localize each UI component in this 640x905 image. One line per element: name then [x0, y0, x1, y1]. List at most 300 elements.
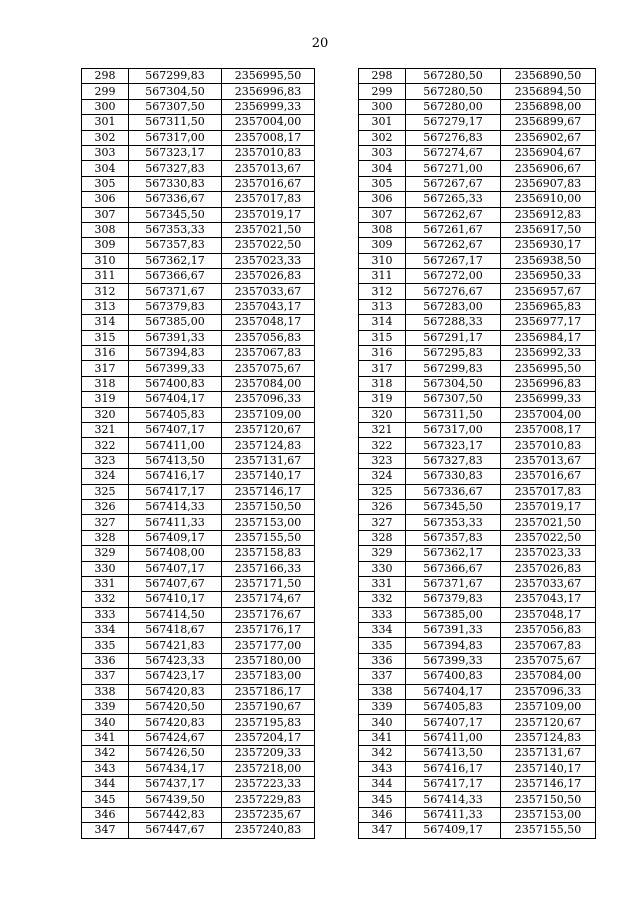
left-y-coordinate-cell: 2357204,17	[222, 730, 315, 745]
column-gap	[315, 269, 359, 284]
table-row	[82, 207, 596, 222]
column-gap	[315, 438, 359, 453]
column-gap	[315, 623, 359, 638]
left-x-coordinate-cell: 567327,83	[129, 161, 222, 176]
left-x-coordinate-cell: 567426,50	[129, 746, 222, 761]
left-point-number-cell: 339	[82, 700, 129, 715]
right-x-coordinate-cell: 567399,33	[406, 653, 501, 668]
left-x-coordinate-cell: 567394,83	[129, 346, 222, 361]
left-point-number-cell: 298	[82, 69, 129, 84]
table-row	[82, 453, 596, 468]
right-point-number-cell: 312	[359, 284, 406, 299]
left-y-coordinate-cell: 2357043,17	[222, 299, 315, 314]
left-x-coordinate-cell: 567414,33	[129, 499, 222, 514]
left-y-coordinate-cell: 2357229,83	[222, 792, 315, 807]
right-y-coordinate-cell: 2357016,67	[501, 469, 596, 484]
table-row	[82, 99, 596, 114]
left-point-number-cell: 311	[82, 269, 129, 284]
left-x-coordinate-cell: 567410,17	[129, 592, 222, 607]
column-gap	[315, 161, 359, 176]
left-x-coordinate-cell: 567317,00	[129, 130, 222, 145]
right-y-coordinate-cell: 2357109,00	[501, 700, 596, 715]
left-x-coordinate-cell: 567336,67	[129, 192, 222, 207]
left-point-number-cell: 322	[82, 438, 129, 453]
table-row	[82, 284, 596, 299]
right-point-number-cell: 322	[359, 438, 406, 453]
right-y-coordinate-cell: 2357019,17	[501, 499, 596, 514]
left-y-coordinate-cell: 2357186,17	[222, 684, 315, 699]
column-gap	[315, 484, 359, 499]
right-y-coordinate-cell: 2357022,50	[501, 530, 596, 545]
left-x-coordinate-cell: 567420,83	[129, 684, 222, 699]
left-y-coordinate-cell: 2357166,33	[222, 561, 315, 576]
left-x-coordinate-cell: 567418,67	[129, 623, 222, 638]
left-point-number-cell: 336	[82, 653, 129, 668]
table-row	[82, 315, 596, 330]
page-number: 20	[311, 36, 329, 51]
left-x-coordinate-cell: 567371,67	[129, 284, 222, 299]
right-y-coordinate-cell: 2356902,67	[501, 130, 596, 145]
left-x-coordinate-cell: 567409,17	[129, 530, 222, 545]
left-y-coordinate-cell: 2357218,00	[222, 761, 315, 776]
right-point-number-cell: 343	[359, 761, 406, 776]
right-x-coordinate-cell: 567323,17	[406, 438, 501, 453]
right-point-number-cell: 342	[359, 746, 406, 761]
right-x-coordinate-cell: 567391,33	[406, 623, 501, 638]
left-x-coordinate-cell: 567414,50	[129, 607, 222, 622]
table-row	[82, 253, 596, 268]
right-x-coordinate-cell: 567262,67	[406, 207, 501, 222]
left-point-number-cell: 302	[82, 130, 129, 145]
right-x-coordinate-cell: 567261,67	[406, 222, 501, 237]
table-row	[82, 484, 596, 499]
right-y-coordinate-cell: 2356938,50	[501, 253, 596, 268]
right-y-coordinate-cell: 2356957,67	[501, 284, 596, 299]
left-point-number-cell: 303	[82, 145, 129, 160]
left-x-coordinate-cell: 567434,17	[129, 761, 222, 776]
right-x-coordinate-cell: 567267,67	[406, 176, 501, 191]
table-row	[82, 823, 596, 838]
right-point-number-cell: 340	[359, 715, 406, 730]
column-gap	[315, 69, 359, 84]
left-y-coordinate-cell: 2357153,00	[222, 515, 315, 530]
table-row	[82, 807, 596, 822]
left-y-coordinate-cell: 2357158,83	[222, 546, 315, 561]
column-gap	[315, 715, 359, 730]
left-y-coordinate-cell: 2357140,17	[222, 469, 315, 484]
left-y-coordinate-cell: 2357171,50	[222, 576, 315, 591]
column-gap	[315, 330, 359, 345]
left-point-number-cell: 312	[82, 284, 129, 299]
right-x-coordinate-cell: 567288,33	[406, 315, 501, 330]
right-point-number-cell: 316	[359, 346, 406, 361]
right-point-number-cell: 344	[359, 776, 406, 791]
column-gap	[315, 807, 359, 822]
right-x-coordinate-cell: 567311,50	[406, 407, 501, 422]
left-point-number-cell: 342	[82, 746, 129, 761]
left-x-coordinate-cell: 567399,33	[129, 361, 222, 376]
right-point-number-cell: 328	[359, 530, 406, 545]
right-y-coordinate-cell: 2356910,00	[501, 192, 596, 207]
right-point-number-cell: 330	[359, 561, 406, 576]
right-y-coordinate-cell: 2356930,17	[501, 238, 596, 253]
table-row	[82, 669, 596, 684]
right-point-number-cell: 309	[359, 238, 406, 253]
left-y-coordinate-cell: 2357067,83	[222, 346, 315, 361]
right-point-number-cell: 341	[359, 730, 406, 745]
left-point-number-cell: 329	[82, 546, 129, 561]
left-y-coordinate-cell: 2357124,83	[222, 438, 315, 453]
table-row	[82, 145, 596, 160]
right-y-coordinate-cell: 2357146,17	[501, 776, 596, 791]
left-x-coordinate-cell: 567420,50	[129, 700, 222, 715]
right-x-coordinate-cell: 567304,50	[406, 376, 501, 391]
column-gap	[315, 546, 359, 561]
left-y-coordinate-cell: 2357131,67	[222, 453, 315, 468]
right-point-number-cell: 311	[359, 269, 406, 284]
right-x-coordinate-cell: 567345,50	[406, 499, 501, 514]
column-gap	[315, 315, 359, 330]
table-row	[82, 515, 596, 530]
right-x-coordinate-cell: 567280,50	[406, 69, 501, 84]
left-y-coordinate-cell: 2357155,50	[222, 530, 315, 545]
right-point-number-cell: 323	[359, 453, 406, 468]
column-gap	[315, 392, 359, 407]
left-point-number-cell: 327	[82, 515, 129, 530]
column-gap	[315, 361, 359, 376]
right-point-number-cell: 304	[359, 161, 406, 176]
right-y-coordinate-cell: 2356898,00	[501, 99, 596, 114]
left-y-coordinate-cell: 2357176,17	[222, 623, 315, 638]
right-point-number-cell: 326	[359, 499, 406, 514]
right-y-coordinate-cell: 2357084,00	[501, 669, 596, 684]
left-y-coordinate-cell: 2356995,50	[222, 69, 315, 84]
table-row	[82, 422, 596, 437]
right-y-coordinate-cell: 2357075,67	[501, 653, 596, 668]
table-row	[82, 700, 596, 715]
right-point-number-cell: 324	[359, 469, 406, 484]
left-point-number-cell: 320	[82, 407, 129, 422]
right-y-coordinate-cell: 2356917,50	[501, 222, 596, 237]
right-point-number-cell: 345	[359, 792, 406, 807]
right-y-coordinate-cell: 2357033,67	[501, 576, 596, 591]
left-point-number-cell: 331	[82, 576, 129, 591]
left-y-coordinate-cell: 2357022,50	[222, 238, 315, 253]
left-y-coordinate-cell: 2357223,33	[222, 776, 315, 791]
column-gap	[315, 192, 359, 207]
right-y-coordinate-cell: 2357131,67	[501, 746, 596, 761]
right-point-number-cell: 302	[359, 130, 406, 145]
column-gap	[315, 592, 359, 607]
right-point-number-cell: 337	[359, 669, 406, 684]
left-y-coordinate-cell: 2357180,00	[222, 653, 315, 668]
right-x-coordinate-cell: 567385,00	[406, 607, 501, 622]
left-x-coordinate-cell: 567417,17	[129, 484, 222, 499]
table-row	[82, 530, 596, 545]
left-point-number-cell: 319	[82, 392, 129, 407]
right-point-number-cell: 308	[359, 222, 406, 237]
left-point-number-cell: 333	[82, 607, 129, 622]
left-point-number-cell: 317	[82, 361, 129, 376]
right-x-coordinate-cell: 567417,17	[406, 776, 501, 791]
table-row	[82, 576, 596, 591]
left-point-number-cell: 343	[82, 761, 129, 776]
right-x-coordinate-cell: 567272,00	[406, 269, 501, 284]
table-row	[82, 776, 596, 791]
table-row	[82, 392, 596, 407]
left-point-number-cell: 310	[82, 253, 129, 268]
left-y-coordinate-cell: 2357026,83	[222, 269, 315, 284]
left-y-coordinate-cell: 2357209,33	[222, 746, 315, 761]
right-y-coordinate-cell: 2356899,67	[501, 115, 596, 130]
left-y-coordinate-cell: 2357056,83	[222, 330, 315, 345]
right-x-coordinate-cell: 567411,33	[406, 807, 501, 822]
right-point-number-cell: 305	[359, 176, 406, 191]
left-x-coordinate-cell: 567407,17	[129, 561, 222, 576]
right-x-coordinate-cell: 567267,17	[406, 253, 501, 268]
left-y-coordinate-cell: 2357033,67	[222, 284, 315, 299]
right-point-number-cell: 317	[359, 361, 406, 376]
left-point-number-cell: 330	[82, 561, 129, 576]
right-y-coordinate-cell: 2357004,00	[501, 407, 596, 422]
table-row	[82, 192, 596, 207]
left-point-number-cell: 340	[82, 715, 129, 730]
left-x-coordinate-cell: 567423,17	[129, 669, 222, 684]
left-point-number-cell: 341	[82, 730, 129, 745]
right-y-coordinate-cell: 2356950,33	[501, 269, 596, 284]
right-y-coordinate-cell: 2356904,67	[501, 145, 596, 160]
right-point-number-cell: 300	[359, 99, 406, 114]
right-y-coordinate-cell: 2357067,83	[501, 638, 596, 653]
right-point-number-cell: 315	[359, 330, 406, 345]
column-gap	[315, 499, 359, 514]
column-gap	[315, 253, 359, 268]
left-y-coordinate-cell: 2356996,83	[222, 84, 315, 99]
left-y-coordinate-cell: 2357017,83	[222, 192, 315, 207]
left-point-number-cell: 347	[82, 823, 129, 838]
left-point-number-cell: 318	[82, 376, 129, 391]
left-x-coordinate-cell: 567405,83	[129, 407, 222, 422]
table-row	[82, 499, 596, 514]
left-x-coordinate-cell: 567307,50	[129, 99, 222, 114]
left-point-number-cell: 345	[82, 792, 129, 807]
left-x-coordinate-cell: 567330,83	[129, 176, 222, 191]
right-x-coordinate-cell: 567407,17	[406, 715, 501, 730]
right-point-number-cell: 306	[359, 192, 406, 207]
right-x-coordinate-cell: 567400,83	[406, 669, 501, 684]
right-x-coordinate-cell: 567262,67	[406, 238, 501, 253]
left-point-number-cell: 332	[82, 592, 129, 607]
left-y-coordinate-cell: 2357150,50	[222, 499, 315, 514]
left-y-coordinate-cell: 2357195,83	[222, 715, 315, 730]
right-y-coordinate-cell: 2356912,83	[501, 207, 596, 222]
table-row	[82, 269, 596, 284]
right-y-coordinate-cell: 2356906,67	[501, 161, 596, 176]
left-point-number-cell: 305	[82, 176, 129, 191]
right-x-coordinate-cell: 567265,33	[406, 192, 501, 207]
left-x-coordinate-cell: 567420,83	[129, 715, 222, 730]
right-x-coordinate-cell: 567280,00	[406, 99, 501, 114]
column-gap	[315, 730, 359, 745]
left-point-number-cell: 326	[82, 499, 129, 514]
left-y-coordinate-cell: 2357174,67	[222, 592, 315, 607]
left-x-coordinate-cell: 567407,67	[129, 576, 222, 591]
column-gap	[315, 238, 359, 253]
column-gap	[315, 130, 359, 145]
left-x-coordinate-cell: 567379,83	[129, 299, 222, 314]
left-point-number-cell: 314	[82, 315, 129, 330]
column-gap	[315, 561, 359, 576]
column-gap	[315, 115, 359, 130]
table-row	[82, 299, 596, 314]
right-x-coordinate-cell: 567353,33	[406, 515, 501, 530]
left-point-number-cell: 299	[82, 84, 129, 99]
left-point-number-cell: 306	[82, 192, 129, 207]
column-gap	[315, 299, 359, 314]
table-row	[82, 407, 596, 422]
left-x-coordinate-cell: 567400,83	[129, 376, 222, 391]
table-row	[82, 222, 596, 237]
right-x-coordinate-cell: 567299,83	[406, 361, 501, 376]
column-gap	[315, 284, 359, 299]
right-y-coordinate-cell: 2357150,50	[501, 792, 596, 807]
left-y-coordinate-cell: 2357146,17	[222, 484, 315, 499]
left-y-coordinate-cell: 2357190,67	[222, 700, 315, 715]
left-x-coordinate-cell: 567366,67	[129, 269, 222, 284]
left-x-coordinate-cell: 567404,17	[129, 392, 222, 407]
table-row	[82, 761, 596, 776]
left-x-coordinate-cell: 567442,83	[129, 807, 222, 822]
right-point-number-cell: 321	[359, 422, 406, 437]
left-point-number-cell: 323	[82, 453, 129, 468]
right-x-coordinate-cell: 567317,00	[406, 422, 501, 437]
right-y-coordinate-cell: 2356894,50	[501, 84, 596, 99]
right-point-number-cell: 313	[359, 299, 406, 314]
left-point-number-cell: 307	[82, 207, 129, 222]
right-x-coordinate-cell: 567409,17	[406, 823, 501, 838]
right-point-number-cell: 339	[359, 700, 406, 715]
right-x-coordinate-cell: 567276,83	[406, 130, 501, 145]
left-x-coordinate-cell: 567299,83	[129, 69, 222, 84]
right-y-coordinate-cell: 2357043,17	[501, 592, 596, 607]
right-y-coordinate-cell: 2356984,17	[501, 330, 596, 345]
right-x-coordinate-cell: 567327,83	[406, 453, 501, 468]
right-x-coordinate-cell: 567357,83	[406, 530, 501, 545]
left-x-coordinate-cell: 567385,00	[129, 315, 222, 330]
left-y-coordinate-cell: 2356999,33	[222, 99, 315, 114]
left-y-coordinate-cell: 2357183,00	[222, 669, 315, 684]
column-gap	[315, 407, 359, 422]
right-point-number-cell: 310	[359, 253, 406, 268]
column-gap	[315, 99, 359, 114]
right-y-coordinate-cell: 2357056,83	[501, 623, 596, 638]
right-x-coordinate-cell: 567330,83	[406, 469, 501, 484]
column-gap	[315, 84, 359, 99]
right-x-coordinate-cell: 567271,00	[406, 161, 501, 176]
left-y-coordinate-cell: 2357019,17	[222, 207, 315, 222]
right-y-coordinate-cell: 2356977,17	[501, 315, 596, 330]
column-gap	[315, 761, 359, 776]
table-row	[82, 438, 596, 453]
left-point-number-cell: 337	[82, 669, 129, 684]
column-gap	[315, 576, 359, 591]
right-x-coordinate-cell: 567414,33	[406, 792, 501, 807]
right-x-coordinate-cell: 567371,67	[406, 576, 501, 591]
right-point-number-cell: 307	[359, 207, 406, 222]
left-y-coordinate-cell: 2357240,83	[222, 823, 315, 838]
left-x-coordinate-cell: 567304,50	[129, 84, 222, 99]
right-y-coordinate-cell: 2357048,17	[501, 607, 596, 622]
column-gap	[315, 607, 359, 622]
table-row	[82, 330, 596, 345]
right-x-coordinate-cell: 567291,17	[406, 330, 501, 345]
left-point-number-cell: 304	[82, 161, 129, 176]
right-point-number-cell: 347	[359, 823, 406, 838]
right-y-coordinate-cell: 2356965,83	[501, 299, 596, 314]
right-y-coordinate-cell: 2356890,50	[501, 69, 596, 84]
left-point-number-cell: 321	[82, 422, 129, 437]
right-y-coordinate-cell: 2357153,00	[501, 807, 596, 822]
right-x-coordinate-cell: 567405,83	[406, 700, 501, 715]
left-y-coordinate-cell: 2357177,00	[222, 638, 315, 653]
left-y-coordinate-cell: 2357084,00	[222, 376, 315, 391]
right-x-coordinate-cell: 567411,00	[406, 730, 501, 745]
right-x-coordinate-cell: 567379,83	[406, 592, 501, 607]
column-gap	[315, 669, 359, 684]
left-y-coordinate-cell: 2357109,00	[222, 407, 315, 422]
right-x-coordinate-cell: 567283,00	[406, 299, 501, 314]
table-row	[82, 238, 596, 253]
left-point-number-cell: 338	[82, 684, 129, 699]
column-gap	[315, 346, 359, 361]
right-point-number-cell: 299	[359, 84, 406, 99]
right-point-number-cell: 335	[359, 638, 406, 653]
right-y-coordinate-cell: 2357120,67	[501, 715, 596, 730]
left-point-number-cell: 335	[82, 638, 129, 653]
left-y-coordinate-cell: 2357235,67	[222, 807, 315, 822]
left-x-coordinate-cell: 567411,00	[129, 438, 222, 453]
right-x-coordinate-cell: 567276,67	[406, 284, 501, 299]
left-y-coordinate-cell: 2357120,67	[222, 422, 315, 437]
right-x-coordinate-cell: 567307,50	[406, 392, 501, 407]
left-y-coordinate-cell: 2357004,00	[222, 115, 315, 130]
table-row	[82, 592, 596, 607]
left-x-coordinate-cell: 567311,50	[129, 115, 222, 130]
right-point-number-cell: 303	[359, 145, 406, 160]
right-point-number-cell: 298	[359, 69, 406, 84]
right-x-coordinate-cell: 567366,67	[406, 561, 501, 576]
left-point-number-cell: 301	[82, 115, 129, 130]
right-y-coordinate-cell: 2356907,83	[501, 176, 596, 191]
right-x-coordinate-cell: 567280,50	[406, 84, 501, 99]
right-x-coordinate-cell: 567404,17	[406, 684, 501, 699]
right-point-number-cell: 334	[359, 623, 406, 638]
left-x-coordinate-cell: 567447,67	[129, 823, 222, 838]
left-x-coordinate-cell: 567439,50	[129, 792, 222, 807]
coordinates-table	[81, 68, 596, 839]
right-x-coordinate-cell: 567336,67	[406, 484, 501, 499]
right-y-coordinate-cell: 2357013,67	[501, 453, 596, 468]
right-x-coordinate-cell: 567362,17	[406, 546, 501, 561]
table-row	[82, 715, 596, 730]
left-x-coordinate-cell: 567407,17	[129, 422, 222, 437]
right-point-number-cell: 301	[359, 115, 406, 130]
right-y-coordinate-cell: 2357017,83	[501, 484, 596, 499]
left-x-coordinate-cell: 567437,17	[129, 776, 222, 791]
table-row	[82, 684, 596, 699]
left-x-coordinate-cell: 567391,33	[129, 330, 222, 345]
left-point-number-cell: 324	[82, 469, 129, 484]
